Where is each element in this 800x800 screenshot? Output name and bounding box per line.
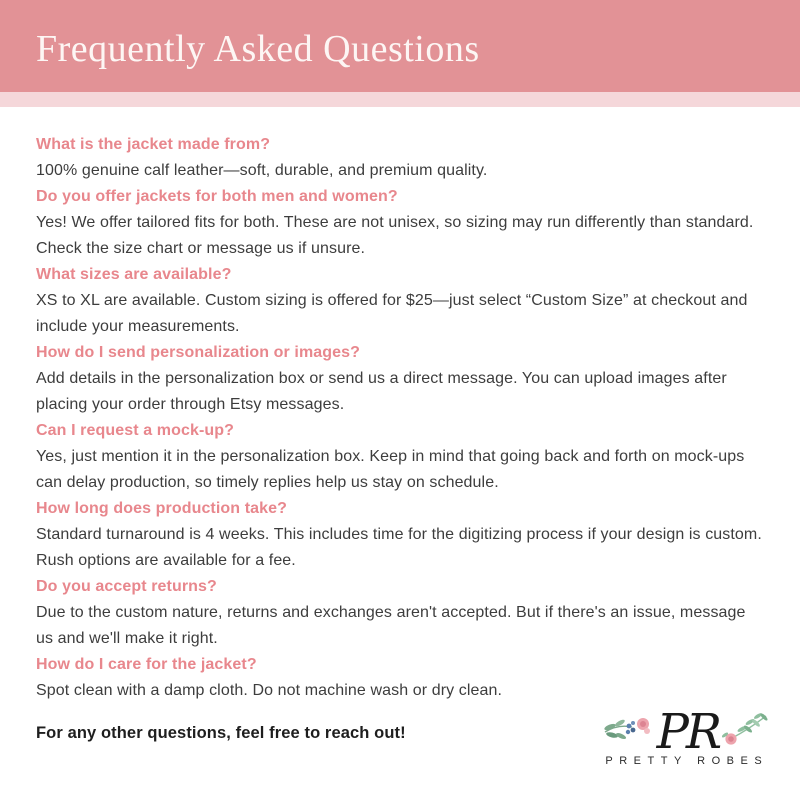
faq-question: What sizes are available? <box>36 266 232 283</box>
faq-answer: 100% genuine calf leather—soft, durable, and premium quality. <box>36 162 488 179</box>
floral-left-icon <box>602 710 654 753</box>
logo-monogram: PR <box>656 703 719 760</box>
faq-item <box>36 340 766 418</box>
faq-answer: Due to the custom nature, returns and exchanges aren't accepted. But if there's an issue, message us and we'll make it right. <box>36 604 746 647</box>
logo-brand-name: PRETTY ROBES <box>605 755 769 767</box>
pretty-robes-logo <box>602 703 772 767</box>
footer-note: For any other questions, feel free to reach out! <box>36 724 406 742</box>
faq-question: Can I request a mock-up? <box>36 422 234 439</box>
faq-question: How do I send personalization or images? <box>36 344 361 361</box>
faq-answer: XS to XL are available. Custom sizing is offered for $25—just select “Custom Size” at checkout and include your measurements. <box>36 292 748 335</box>
faq-answer: Yes, just mention it in the personalization box. Keep in mind that going back and forth on mock-ups can delay production, so timely replies help us stay on schedule. <box>36 448 745 491</box>
faq-list <box>0 107 800 704</box>
faq-item <box>36 262 766 340</box>
faq-question: Do you accept returns? <box>36 578 217 595</box>
faq-question: How long does production take? <box>36 500 287 517</box>
header-accent-strip <box>0 92 800 107</box>
floral-right-icon <box>722 708 772 755</box>
faq-item <box>36 418 766 496</box>
faq-question: What is the jacket made from? <box>36 136 271 153</box>
faq-item <box>36 652 766 704</box>
faq-answer: Standard turnaround is 4 weeks. This includes time for the digitizing process if your design is custom. Rush options are available for a fee. <box>36 526 762 569</box>
logo-monogram-row <box>602 703 772 760</box>
footer <box>0 703 800 790</box>
faq-question: Do you offer jackets for both men and women? <box>36 188 398 205</box>
faq-item <box>36 132 766 184</box>
faq-item <box>36 184 766 262</box>
faq-answer: Spot clean with a damp cloth. Do not machine wash or dry clean. <box>36 682 503 699</box>
faq-item <box>36 496 766 574</box>
faq-answer: Yes! We offer tailored fits for both. These are not unisex, so sizing may run differently than standard. Check the size chart or message us if unsure. <box>36 214 754 257</box>
faq-item <box>36 574 766 652</box>
faq-answer: Add details in the personalization box or send us a direct message. You can upload images after placing your order through Etsy messages. <box>36 370 727 413</box>
faq-question: How do I care for the jacket? <box>36 656 257 673</box>
page-title: Frequently Asked Questions <box>36 28 480 70</box>
page-header <box>0 0 800 92</box>
